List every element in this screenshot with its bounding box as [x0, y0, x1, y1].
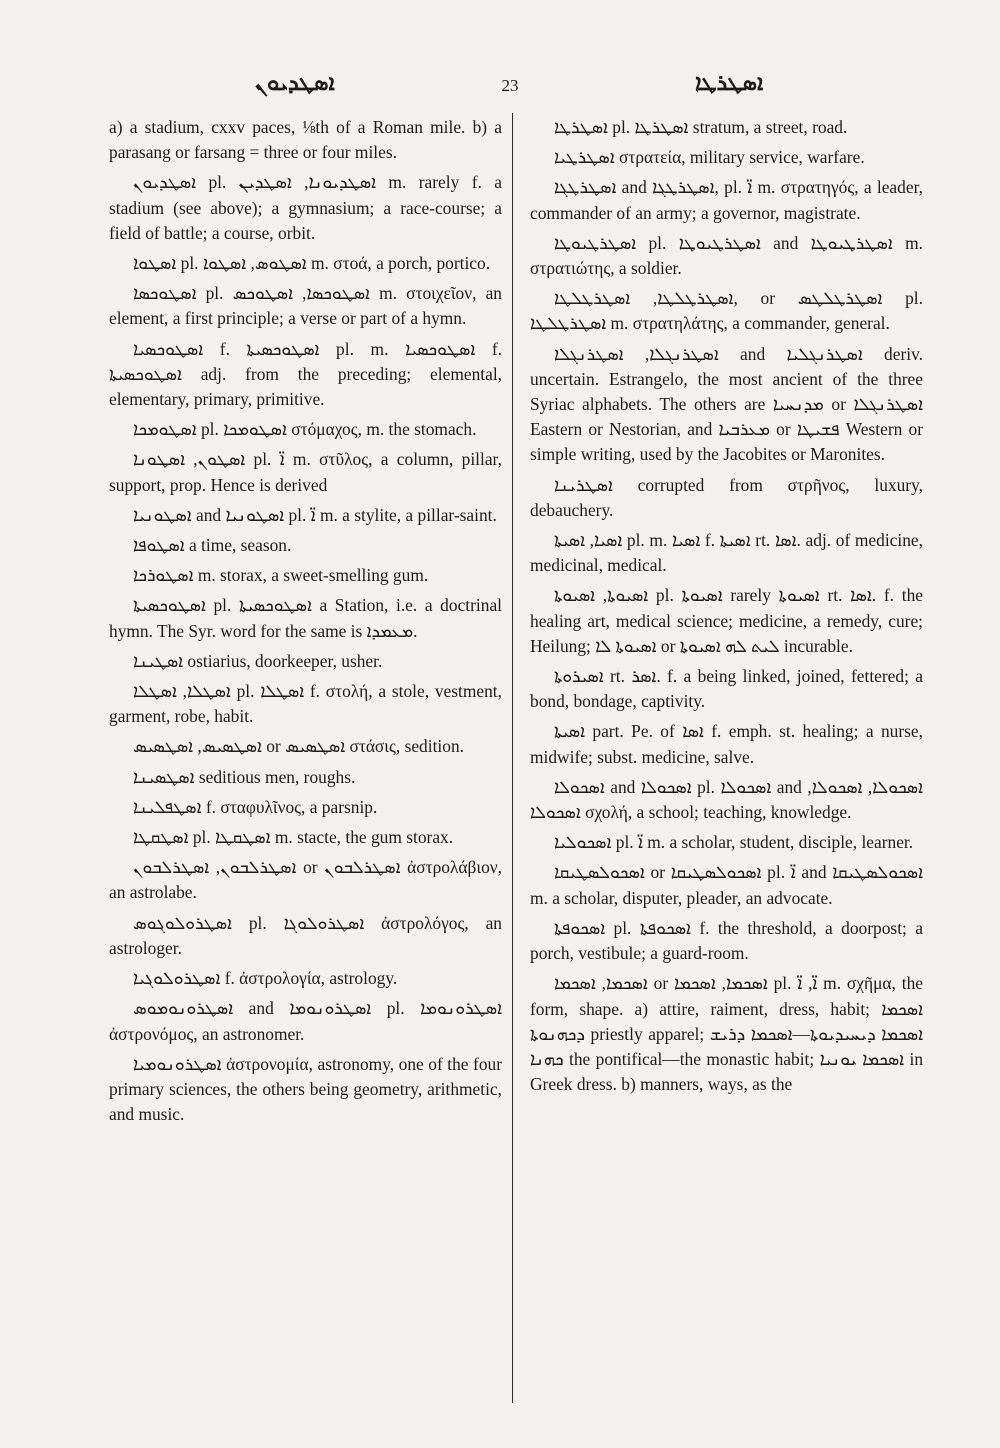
dictionary-entry: ܐܣܛܦܠܝܢܐ f. σταφυλῖνος, a parsnip. [133, 796, 378, 817]
dictionary-entry: ܐܣܛܪܛܐ pl. ܐܣܛܪܛܐ stratum, a street, road. [554, 117, 848, 137]
dictionary-entry: ܐܣܛܪܘܠܘܓܝܐ f. ἀστρολογία, astrology. [133, 968, 398, 989]
dictionary-entry: ܐܣܛܪܛܓܐ and ܐܣܛܪܛܓܐ, pl. ܐ̈ m. στρατηγός, a leader, commander of an army; a governor, magistrate. [530, 177, 924, 223]
dictionary-entry: ܐܣܛܘܢܝܐ and ܐܣܛܘܢܝܐ pl. ܐ̈ m. a stylite, a pillar-saint. [133, 504, 497, 525]
dictionary-entry: ܐܣܛܩܛܐ pl. ܐܣܛܩܛܐ m. stacte, the gum storax. [133, 827, 454, 848]
right-column [530, 115, 923, 1102]
dictionary-entry: ܐܣܛܠܐ, ܐܣܛܠܐ pl. ܐܣܛܠܐ f. στολή, a stole, vestment, garment, robe, habit. [109, 681, 502, 727]
dictionary-entry: ܐܣܛܘܡܟܐ pl. ܐܣܛܘܡܟܐ στόμαχος, m. the stomach. [133, 419, 477, 440]
dictionary-entry: ܐܣܟܘܠܣܛܝܩܐ or ܐܣܟܘܠܣܛܝܩܐ pl. ܐ̈ and ܐܣܟܘܠܣܛܝܩܐ m. a scholar, disputer, pleader, an advocate. [530, 862, 924, 908]
dictionary-entry: ܐܣܝܪܘܬܐ rt. ܐܣܪ. f. a being linked, joined, fettered; a bond, bondage, captivity. [530, 666, 924, 712]
dictionary-entry: ܐܣܛܣܝܣ, ܐܣܛܣܝܣ or ܐܣܛܣܝܣ στάσις, sedition. [133, 736, 464, 757]
page-number: 23 [501, 76, 519, 95]
dictionary-entry: ܐܣܛܘܟܣܝܐ f. ܐܣܛܘܟܣܝܬܐ pl. m. ܐܣܛܘܟܣܝܐ f. ܐܣܛܘܟܣܝܬܐ adj. from the preceding; elemental, elementary, primary, primitive. [109, 338, 502, 410]
dictionary-entry: ܐܣܛܝܢܐ ostiarius, doorkeeper, usher. [133, 650, 383, 671]
column-divider [512, 113, 513, 1403]
dictionary-entry: a) a stadium, cxxv paces, ⅛th of a Roman mile. b) a parasang or farsang = three or four miles. [109, 117, 502, 163]
dictionary-entry: ܐܣܛܪܠܒܘܢ, ܐܣܛܪܠܒܘܢ or ܐܣܛܪܠܒܘܢ ἀστρολάβιον, an astrolabe. [109, 857, 502, 903]
dictionary-entry: ܐܣܛܪܘܢܘܡܝܐ ἀστρονομία, astronomy, one of the four primary sciences, the others being geometry, arithmetic, and music. [109, 1053, 502, 1125]
dictionary-entry: ܐܣܛܘܟܣܐ pl. ܐܣܛܘܟܣܐ, ܐܣܛܘܟܣ m. στοιχεῖον, an element, a first principle; a verse or part of a hymn. [109, 283, 502, 329]
dictionary-entry: ܐܣܝܬܐ part. Pe. of ܐܣܐ f. emph. st. healing; a nurse, midwife; subst. medicine, salve. [530, 721, 923, 767]
dictionary-entry: ܐܣܝܘܬܐ, ܐܣܝܘܬܐ pl. ܐܣܝܘܬܐ rarely ܐܣܝܘܬܐ rt. ܐܣܐ. f. the healing art, medical science; medicine, a remedy, cure; Heilung; ܐܣܝܘܬܐ ܠܐ or ܠܝܬ ܠܗ ܐܣܝܘܬܐ incurable. [530, 585, 923, 656]
dictionary-entry: ܐܣܛܘܢ, ܐܣܛܘܢܐ pl. ܐ̈ m. στῦλος, a column, pillar, support, prop. Hence is derived [109, 449, 502, 495]
dictionary-entry: ܐܣܟܘܠܝܐ pl. ܐ̈ m. a scholar, student, disciple, learner. [554, 832, 914, 853]
dictionary-entry: ܐܣܛܘܟܣܝܬܐ pl. ܐܣܛܘܟܣܝܬܐ a Station, i.e. a doctrinal hymn. The Syr. word for the same is ܡܥܡܕܐ. [109, 595, 502, 641]
dictionary-entry: ܐܣܛܪܝܢܐ corrupted from στρῆνος, luxury, debauchery. [530, 474, 923, 520]
dictionary-entry: ܐܣܛܪܢܓܠܐ, ܐܣܛܪܢܓܠܐ and ܐܣܛܪܢܓܠܝܐ deriv. uncertain. Estrangelo, the most ancient of the three Syriac alphabets. The others are ܡܕܢܚܝܐ or ܐܣܛܪܢܓܠܐ Eastern or Nestorian, and ܡܥܪܒܝܐ or ܦܫܝܛܐ Western or simple writing, used by the Jacobites or Maronites. [530, 343, 924, 465]
dictionary-entry: ܐܣܛܪܘܢܘܡܘܣ and ܐܣܛܪܘܢܘܡܐ pl. ܐܣܛܪܘܢܘܡܐ ἀστρονόμος, an astronomer. [109, 998, 502, 1044]
dictionary-entry: ܐܣܛܪܛܝܐ στρατεία, military service, warfare. [554, 147, 865, 168]
dictionary-entry: ܐܣܛܪܛܠܛܐ, ܐܣܛܪܛܠܛܐ, or ܐܣܛܪܛܠܛܣ pl. ܐܣܛܪܛܠܛܐ m. στρατηλάτης, a commander, general. [530, 288, 923, 334]
dictionary-entry: ܐܣܟܘܦܬܐ pl. ܐܣܟܘܦܬܐ f. the threshold, a doorpost; a porch, vestibule; a guard-room. [530, 917, 923, 964]
left-column [109, 115, 502, 1132]
dictionary-entry: ܐܣܛܪܛܝܘܛܐ pl. ܐܣܛܪܛܝܘܛܐ and ܐܣܛܪܛܝܘܛܐ m. στρατιώτης, a soldier. [530, 232, 923, 279]
dictionary-entry: ܐܣܛܕܝܘܢ pl. ܐܣܛܕܝܘܢܐ, ܐܣܛܕܝܢ m. rarely f. a stadium (see above); a gymnasium; a race-course; a field of battle; a course, orbit. [109, 172, 502, 243]
dictionary-entry: ܐܣܛܘܪܟܐ m. storax, a sweet-smelling gum. [133, 565, 429, 586]
dictionary-entry: ܐܣܛܘܦܐ a time, season. [133, 535, 292, 556]
dictionary-entry: ܐܣܛܪܘܠܘܓܘܣ pl. ܐܣܛܪܘܠܘܓܐ ἀστρολόγος, an astrologer. [109, 912, 502, 958]
dictionary-entry: ܐܣܝܐ, ܐܣܝܬܐ pl. m. ܐܣܝܐ f. ܐܣܝܬܐ rt. ܐܣܐ. adj. of medicine, medicinal, medical. [530, 530, 923, 576]
dictionary-entry: ܐܣܛܣܝܢܐ seditious men, roughs. [133, 766, 356, 787]
dictionary-entry: ܐܣܟܡܐ, ܐܣܟܡܐ or ܐܣܟܡܐ, ܐܣܟܡܐ pl. ܐ̈, ܐ̈ m. σχῆμα, the form, shape. a) attire, raiment, dress, habit; ܐܣܟܡܐ ܕܟܗܢܘܬܐ priestly apparel; ܐܣܟܡܐ ܕܝܚܝܕܝܘܬܐ—ܐܣܟܡܐ ܕܪܝܫ ܟܗܢܐ the pontifical—the monastic habit; ܐܣܟܡܐ ܝܘܢܝܐ in Greek dress. b) manners, ways, as the [530, 973, 924, 1095]
running-head-left: ܐܣܛܕܝܘܢ [255, 70, 335, 95]
dictionary-entry: ܐܣܛܘܐ pl. ܐܣܛܘܣ, ܐܣܛܘܐ m. στοά, a porch, portico. [133, 253, 491, 274]
running-head-right: ܐܣܛܪܛܐ [695, 70, 764, 95]
dictionary-entry: ܐܣܟܘܠܐ and ܐܣܟܘܠܐ pl. ܐܣܟܘܠܐ and ܐܣܟܘܠܐ, ܐܣܟܘܠܐ, ܐܣܟܘܠܐ σχολή, a school; teaching, knowledge. [530, 776, 923, 823]
